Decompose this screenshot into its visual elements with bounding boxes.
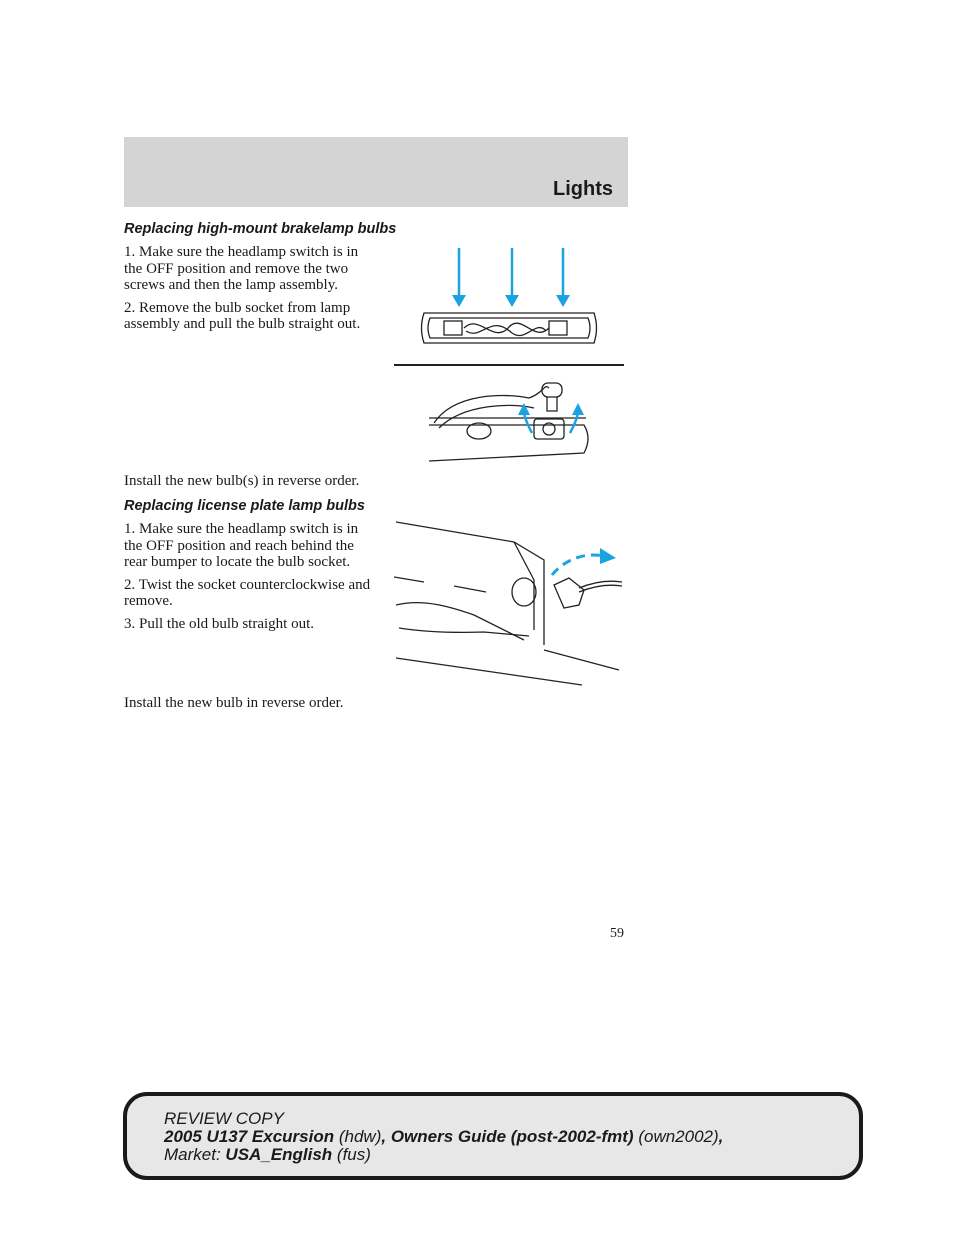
page-title: Lights xyxy=(553,178,613,200)
license-closing: Install the new bulb in reverse order. xyxy=(124,695,344,711)
twist-arrow-icon xyxy=(552,548,616,575)
footer-text xyxy=(164,1110,723,1164)
section-heading-license: Replacing license plate lamp bulbs xyxy=(124,498,365,514)
page-number: 59 xyxy=(610,926,624,941)
lamp-housing xyxy=(422,313,597,343)
footer-market-code: (fus) xyxy=(336,1145,371,1164)
header-band xyxy=(124,137,628,207)
review-footer xyxy=(123,1092,863,1180)
arrow-down-icon xyxy=(452,248,570,307)
section-heading-brakelamp: Replacing high-mount brakelamp bulbs xyxy=(124,221,397,237)
brakelamp-illustration xyxy=(394,243,626,465)
license-step-2: 2. Twist the socket counterclockwise and remove. xyxy=(124,576,371,609)
brakelamp-closing: Install the new bulb(s) in reverse order. xyxy=(124,473,360,489)
footer-model-code: (hdw) xyxy=(338,1127,382,1146)
footer-market: USA_English xyxy=(225,1145,333,1164)
footer-model: 2005 U137 Excursion xyxy=(164,1127,335,1146)
footer-market-label: Market: xyxy=(164,1145,221,1164)
footer-guide: Owners Guide (post-2002-fmt) xyxy=(390,1127,634,1146)
bulb-socket xyxy=(429,383,588,461)
footer-guide-code: (own2002) xyxy=(638,1127,719,1146)
license-steps xyxy=(124,521,379,638)
footer-sep: , xyxy=(381,1127,387,1146)
license-step-1: 1. Make sure the headlamp switch is in the OFF position and reach behind the rear bumper to locate the bulb socket. xyxy=(124,521,359,570)
footer-review-copy: REVIEW COPY xyxy=(164,1109,284,1128)
license-lamp-illustration xyxy=(394,520,626,690)
bumper-outline xyxy=(394,522,622,685)
footer-sep: , xyxy=(718,1127,724,1146)
license-step-3: 3. Pull the old bulb straight out. xyxy=(124,615,314,632)
brakelamp-steps xyxy=(124,244,379,339)
brakelamp-step-1: 1. Make sure the headlamp switch is in the OFF position and remove the two screws and then the lamp assembly. xyxy=(124,244,359,293)
brakelamp-step-2: 2. Remove the bulb socket from lamp assembly and pull the bulb straight out. xyxy=(124,299,361,332)
